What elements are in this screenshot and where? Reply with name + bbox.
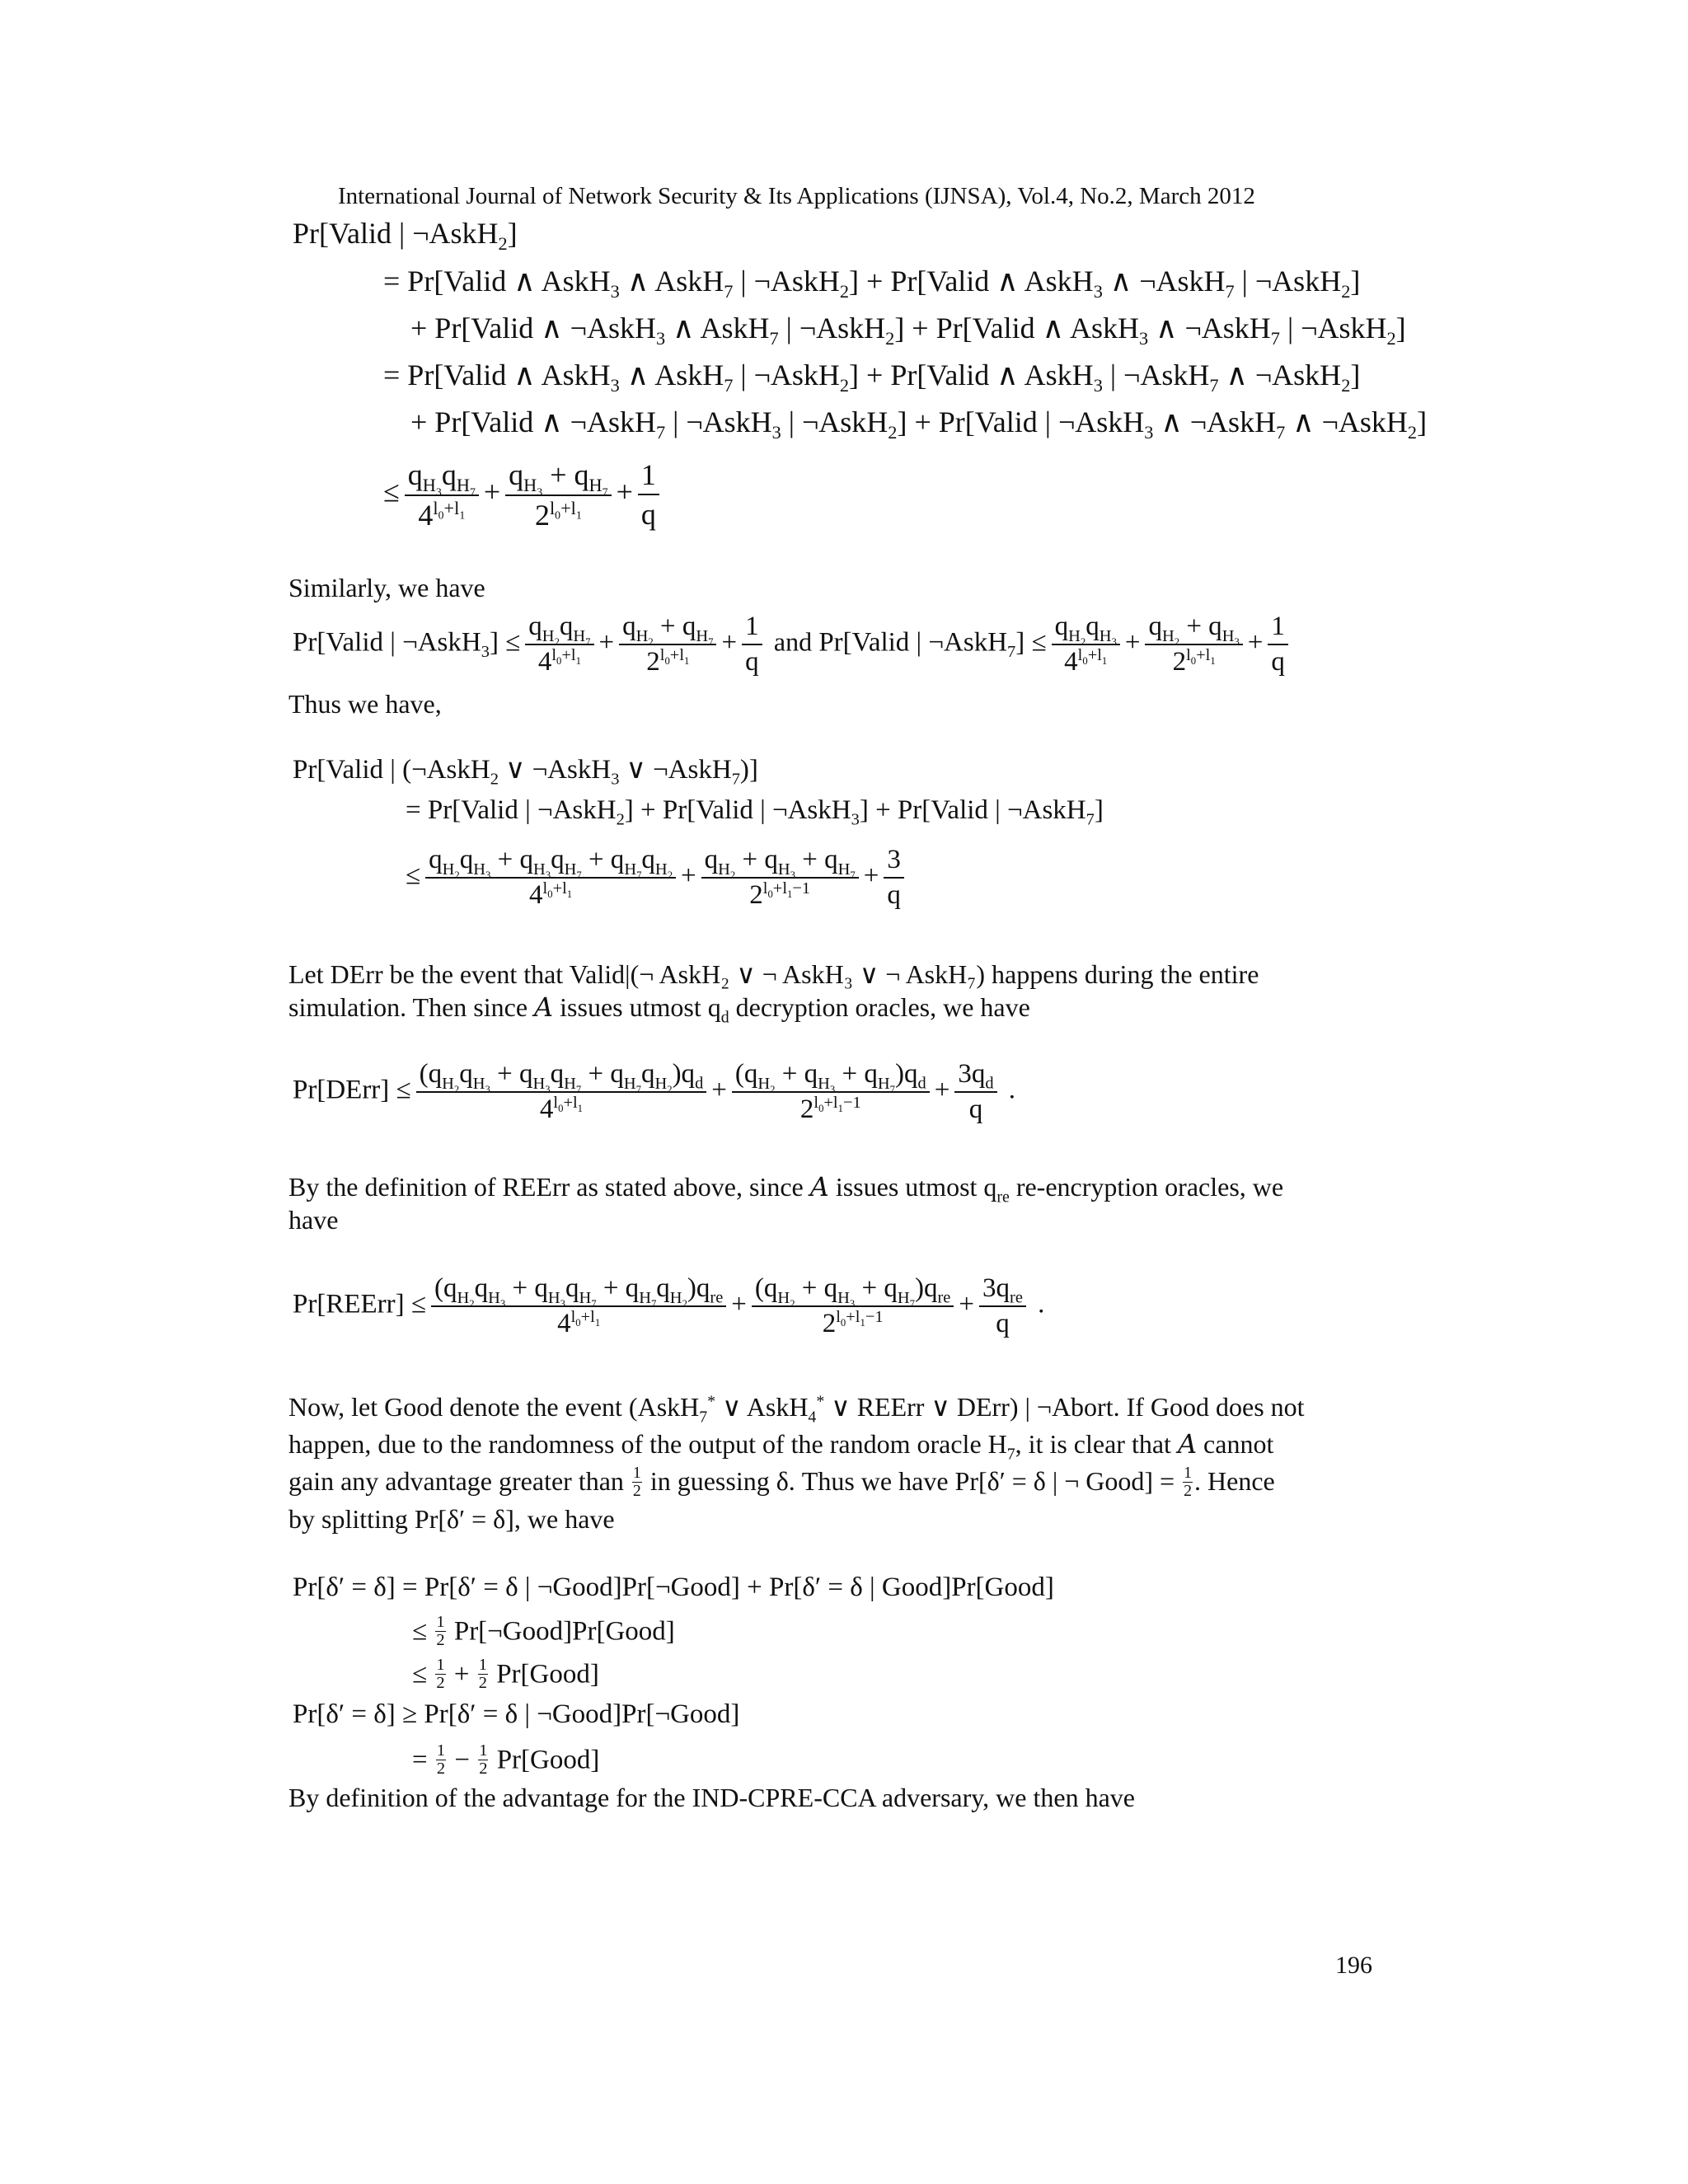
adversary-symbol: A <box>1177 1428 1198 1460</box>
page-number: 196 <box>1335 1952 1372 1979</box>
paragraph-text: gain any advantage greater than $\frac{1}{2}$ in guessing δ. Thus we have Pr[δ′ = δ | ¬ Good] = $\frac{1}{2}$ . Hence <box>288 1464 1275 1500</box>
equation-line: Pr[REErr] ≤ $\frac{(q_{H_2}q_{H_3} + q_{H_3}q_{H_7} + q_{H_7}q_{H_2})q_{re}}{4^{l_0+l_1}}$ + $\frac{(q_{H_2} + q_{H_3} + q_{H_7})q_{re}}{2^{l_0+l_1-1}}$ + $\frac{3q_{re}}{q}$ . <box>293 1273 1045 1338</box>
equation-line: ≤ $\frac{1}{2}$ Pr[¬Good]Pr[Good] <box>412 1613 675 1650</box>
paragraph-text: simulation. Then since A issues utmost $q_d$ decryption oracles, we have <box>288 991 1030 1027</box>
paragraph-text: Let DErr be the event that Valid|(¬ AskH₂ ∨ ¬ AskH₃ ∨ ¬ AskH₇) happens during the entire <box>288 959 1259 989</box>
paragraph-text: By definition of the advantage for the IND-CPRE-CCA adversary, we then have <box>288 1783 1135 1812</box>
equation-line: ≤ $\frac{q_{H_2}q_{H_3} + q_{H_3}q_{H_7} + q_{H_7}q_{H_2}}{4^{l_0+l_1}}$ + $\frac{q_{H_2} + q_{H_3} + q_{H_7}}{2^{l_0+l_1-1}}$ + $\frac{3}{q}$ <box>406 845 909 911</box>
equation-line: Pr[Valid | (¬AskH$_2$ ∨ ¬AskH$_3$ ∨ ¬AskH$_7$)] <box>293 755 758 789</box>
equation-line: Pr[Valid | ¬AskH$_2$] <box>293 217 518 255</box>
equation-line: ≤ $\frac{q_{H_3}q_{H_7}}{4^{l_0+l_1}}$ + $\frac{q_{H_3} + q_{H_7}}{2^{l_0+l_1}}$ + $\frac{1}{q}$ <box>383 457 664 532</box>
equation-line: = Pr[Valid ∧ AskH$_3$ ∧ AskH$_7$ | ¬AskH$_2$] + Pr[Valid ∧ AskH$_3$ ∧ ¬AskH$_7$ | ¬AskH$_2$] <box>383 265 1361 302</box>
equation-line: + Pr[Valid ∧ ¬AskH$_7$ | ¬AskH$_3$ | ¬AskH$_2$] + Pr[Valid | ¬AskH$_3$ ∧ ¬AskH$_7$ ∧ ¬AskH$_2$] <box>410 405 1428 443</box>
paragraph-text: happen, due to the randomness of the output of the random oracle $H_7$, it is clear that A cannot <box>288 1428 1274 1464</box>
equation-line: = $\frac{1}{2}$ − $\frac{1}{2}$ Pr[Good] <box>412 1741 600 1779</box>
equation-line: = Pr[Valid ∧ AskH$_3$ ∧ AskH$_7$ | ¬AskH$_2$] + Pr[Valid ∧ AskH$_3$ | ¬AskH$_7$ ∧ ¬AskH$_2$] <box>383 359 1361 396</box>
adversary-symbol: A <box>809 1171 829 1202</box>
paragraph-text: Now, let Good denote the event (AskH$_7$* ∨ AskH$_4$* ∨ REErr ∨ DErr) | ¬Abort. If Good does not <box>288 1392 1305 1427</box>
equation-line: Pr[Valid | ¬AskH$_3$] ≤ $\frac{q_{H_2}q_{H_7}}{4^{l_0+l_1}}$ + $\frac{q_{H_2} + q_{H_7}}{2^{l_0+l_1}}$ + $\frac{1}{q}$ and Pr[Valid | ¬AskH$_7$] ≤ $\frac{q_{H_2}q_{H_3}}{4^{l_0+l_1}}$ + $\frac{q_{H_2} + q_{H_3}}{2^{l_0+l_1}}$ + $\frac{1}{q}$ <box>293 612 1293 677</box>
equation-line: Pr[δ′ = δ] = Pr[δ′ = δ | ¬Good]Pr[¬Good] + Pr[δ′ = δ | Good]Pr[Good] <box>293 1572 1054 1602</box>
equation-line: Pr[δ′ = δ] ≥ Pr[δ′ = δ | ¬Good]Pr[¬Good] <box>293 1699 740 1729</box>
paragraph-text: Similarly, we have <box>288 573 485 602</box>
equation-line: = Pr[Valid | ¬AskH$_2$] + Pr[Valid | ¬AskH$_3$] + Pr[Valid | ¬AskH$_7$] <box>406 795 1104 829</box>
equation-line: ≤ $\frac{1}{2}$ + $\frac{1}{2}$ Pr[Good] <box>412 1656 599 1693</box>
adversary-symbol: A <box>534 991 554 1023</box>
paragraph-text: by splitting Pr[δ′ = δ], we have <box>288 1504 615 1534</box>
running-header: International Journal of Network Security & Its Applications (IJNSA), Vol.4, No.2, March 2012 <box>338 183 1255 209</box>
equation-line: Pr[DErr] ≤ $\frac{(q_{H_2}q_{H_3} + q_{H_3}q_{H_7} + q_{H_7}q_{H_2})q_d}{4^{l_0+l_1}}$ + $\frac{(q_{H_2} + q_{H_3} + q_{H_7})q_d}{2^{l_0+l_1-1}}$ + $\frac{3q_d}{q}$ . <box>293 1059 1016 1124</box>
paragraph-text: By the definition of REErr as stated above, since A issues utmost $q_{re}$ re-encryption oracles, we <box>288 1171 1284 1207</box>
paragraph-text: Thus we have, <box>288 689 442 719</box>
paragraph-text: have <box>288 1205 339 1235</box>
equation-line: + Pr[Valid ∧ ¬AskH$_3$ ∧ AskH$_7$ | ¬AskH$_2$] + Pr[Valid ∧ AskH$_3$ ∧ ¬AskH$_7$ | ¬AskH$_2$] <box>410 312 1406 349</box>
